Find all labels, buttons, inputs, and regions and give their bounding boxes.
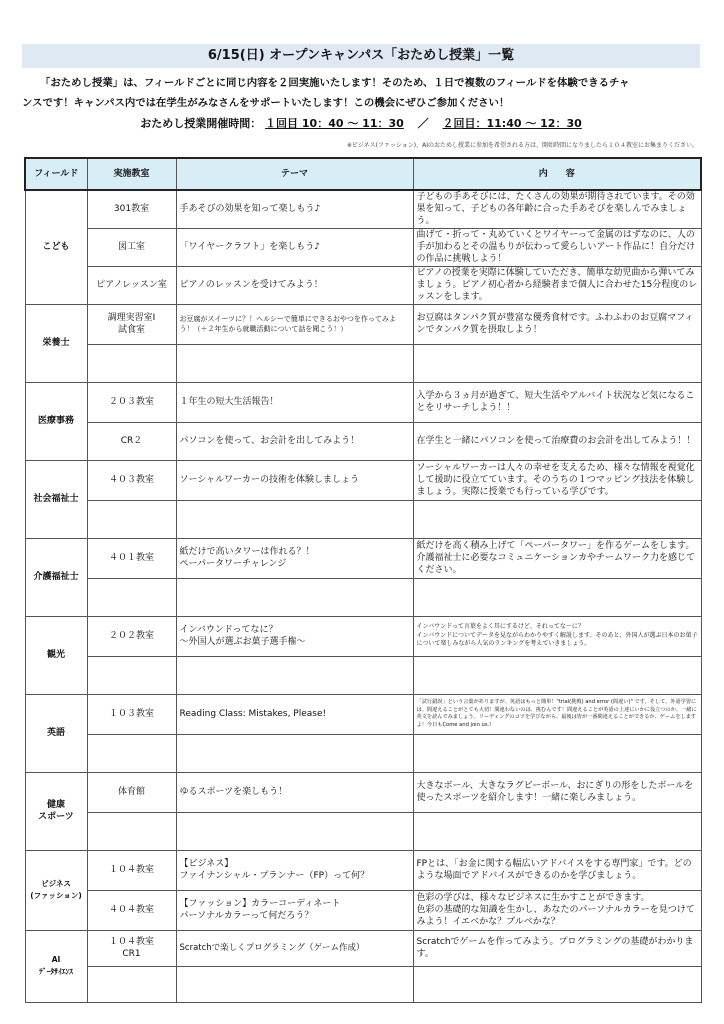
room-cell: ピアノレッスン室 — [87, 266, 176, 304]
first-session-time: １回目 10：40 ～ 11：30 — [265, 117, 404, 130]
field-shakai: 社会福祉士 — [25, 460, 87, 538]
field-business: ビジネス (ファッション) — [25, 850, 87, 930]
theme-cell: 【ファッション】カラーコーディネート パーソナルカラーって何だろう？ — [176, 890, 413, 930]
times-label: おためし授業開催時間： — [140, 117, 262, 130]
theme-cell: Reading Class: Mistakes, Please! — [176, 694, 413, 734]
field-kaigo: 介護福祉士 — [25, 538, 87, 616]
content-cell: ソーシャルワーカーは人々の幸せを支えるため、様々な情報を視覚化して援助に役立てています。そのうちの１つマッピング技法を体験しましょう。実際に授業でも行っている学びです。 — [413, 460, 701, 500]
theme-cell: ピアノのレッスンを受けてみよう！ — [176, 266, 413, 304]
table-row-empty — [25, 578, 701, 616]
content-cell: お豆腐はタンパク質が豊富な優秀食材です。ふわふわのお豆腐マフィンでタンパク質を摂取しよう！ — [413, 304, 701, 344]
table-row — [25, 890, 701, 930]
room-cell: 調理実習室Ⅰ 試食室 — [87, 304, 176, 344]
theme-cell: １年生の短大生活報告！ — [176, 382, 413, 422]
header-field: フィールド — [25, 158, 87, 190]
table-row-empty — [25, 500, 701, 538]
intro-line-2: ンスです！キャンパス内では在学生がみなさんをサポートいたします！この機会にぜひご参加ください！ — [22, 97, 510, 109]
times-separator: ／ — [417, 117, 429, 130]
theme-cell: ゆるスポーツを楽しもう！ — [176, 772, 413, 812]
table-row-empty — [25, 966, 701, 1002]
table-row — [25, 460, 701, 500]
field-kodomo: こども — [25, 190, 87, 304]
content-cell: Scratchでゲームを作ってみよう。プログラミングの基礎がわかります。 — [413, 930, 701, 966]
table-row-empty — [25, 656, 701, 694]
room-cell: 体育館 — [87, 772, 176, 812]
table-row-empty — [25, 344, 701, 382]
content-cell: 「試行錯誤」という言葉がありますが、英語はもっと簡単！"trial(挑戦) and error (間違い)" です。そして、外語学習には、間違えることがとても大切！間違わないのは、挑むんです！間違えることが英語の上達にいかに役立つのか、一緒に英文を読んでみましょう。リーディングのコツを学びながら、最後は皆が一番間違えることができるか、ゲームをしますよ！今日もCome and join us.! — [413, 694, 701, 734]
table-row — [25, 422, 701, 460]
room-cell: １０４教室 CR1 — [87, 930, 176, 966]
table-row — [25, 382, 701, 422]
room-cell: ２０２教室 — [87, 616, 176, 656]
room-cell: １０３教室 — [87, 694, 176, 734]
content-cell: 紙だけを高く積み上げて「ペーパータワー」を作るゲームをします。介護福祉士に必要なコミュニケーションカやチームワーク力を感じてください。 — [413, 538, 701, 578]
theme-cell: 【ビジネス】 ファイナンシャル・プランナー（FP）って何？ — [176, 850, 413, 890]
field-iryou: 医療事務 — [25, 382, 87, 460]
meeting-note: ※ビジネス(ファッション)、AIのおためし授業に参加を希望される方は、開始時間になりましたら１０４教室にお集まりください。 — [346, 142, 698, 149]
table-row — [25, 930, 701, 966]
table-row — [25, 190, 701, 228]
field-kenkou: 健康 スポーツ — [25, 772, 87, 850]
theme-cell: Scratchで楽しくプログラミング（ゲーム作成） — [176, 930, 413, 966]
room-cell: 図工室 — [87, 228, 176, 266]
second-session-time: ２回目：11:40 ～ 12：30 — [442, 117, 582, 130]
table-row — [25, 304, 701, 344]
header-room: 実施教室 — [87, 158, 176, 190]
theme-cell: 紙だけで高いタワーは作れる？！ ペーパータワーチャレンジ — [176, 538, 413, 578]
table-row — [25, 694, 701, 734]
header-content: 内 容 — [413, 158, 701, 190]
table-row — [25, 772, 701, 812]
field-eigo: 英語 — [25, 694, 87, 772]
theme-cell: お豆腐がスイーツに？！ヘルシーで簡単にできるおやつを作ってみよう！（＋２年生から就職活動について話を聞こう！） — [176, 304, 413, 344]
room-cell: １０４教室 — [87, 850, 176, 890]
content-cell: 入学から３ヵ月が過ぎて、短大生活やアルバイト状況など気になることをリサーチしよう！！ — [413, 382, 701, 422]
theme-cell: インバウンドってなに？ ～外国人が選ぶお菓子選手権～ — [176, 616, 413, 656]
intro-line-1: 「おためし授業」は、フィールドごとに同じ内容を２回実施いたします！そのため、１日で複数のフィールドを体験できるチャ — [40, 77, 630, 89]
content-cell: 色彩の学びは、様々なビジネスに生かすことができます。 色彩の基礎的な知識を生かし、あなたのパーソナルカラーを見つけてみよう！イエベかな？ブルベかな？ — [413, 890, 701, 930]
table-row — [25, 228, 701, 266]
content-cell: FPとは、「お金に関する幅広いアドバイスをする専門家」です。どのような場面でアドバイスができるのかを学びましょう。 — [413, 850, 701, 890]
content-cell: ピアノの授業を実際に体験していただき、簡単な幼児曲から弾いてみましょう。ピアノ初心者から経験者まで個人に合わせた15分程度のレッスンをします。 — [413, 266, 701, 304]
theme-cell: パソコンを使って、お会計を出してみよう！ — [176, 422, 413, 460]
content-cell: 子どもの手あそびには、たくさんの効果が期待されています。その効果を知って、子どもの各年齢に合った手あそびを楽しんでみましょう。 — [413, 190, 701, 228]
theme-cell: ソーシャルワーカーの技術を体験しましょう — [176, 460, 413, 500]
table-row — [25, 538, 701, 578]
content-cell: インバウンドって言葉をよく耳にするけど、それってな～に？ インバウンドについてデータを見ながらわかりやすく解説します。そのあと、外国人が選ぶ日本のお菓子について楽しみながら人気のランキングを考えていきましょう。 — [413, 616, 701, 656]
field-ai: AI ﾃﾞｰﾀｻｲｴﾝｽ — [25, 930, 87, 1002]
class-table — [24, 157, 702, 1003]
room-cell: 301教室 — [87, 190, 176, 228]
table-row-empty — [25, 734, 701, 772]
room-cell: ４０３教室 — [87, 460, 176, 500]
table-row — [25, 850, 701, 890]
field-eiyou: 栄養士 — [25, 304, 87, 382]
table-row — [25, 266, 701, 304]
theme-cell: 手あそびの効果を知って楽しもう♪ — [176, 190, 413, 228]
room-cell: ４０４教室 — [87, 890, 176, 930]
session-times — [22, 115, 700, 131]
content-cell: 曲げて・折って・丸めていくとワイヤーって金属のはずなのに、人の手が加わるとその温もりが伝わって愛らしいアート作品に！自分だけの作品に挑戦しよう！ — [413, 228, 701, 266]
field-kankou: 観光 — [25, 616, 87, 694]
page-title: 6/15(日) オープンキャンパス「おためし授業」一覧 — [22, 44, 700, 68]
room-cell: CR２ — [87, 422, 176, 460]
room-cell: ４０１教室 — [87, 538, 176, 578]
table-header-row — [25, 158, 701, 190]
intro-text — [22, 73, 700, 113]
table-row — [25, 616, 701, 656]
content-cell: 大きなボール、大きなラグビーボール、おにぎりの形をしたボールを使ったスポーツを紹介します！一緒に楽しみましょう。 — [413, 772, 701, 812]
table-row-empty — [25, 812, 701, 850]
room-cell: ２０３教室 — [87, 382, 176, 422]
header-theme: テーマ — [176, 158, 413, 190]
content-cell: 在学生と一緒にパソコンを使って治療費のお会計を出してみよう！！ — [413, 422, 701, 460]
theme-cell: 「ワイヤークラフト」を楽しもう♪ — [176, 228, 413, 266]
